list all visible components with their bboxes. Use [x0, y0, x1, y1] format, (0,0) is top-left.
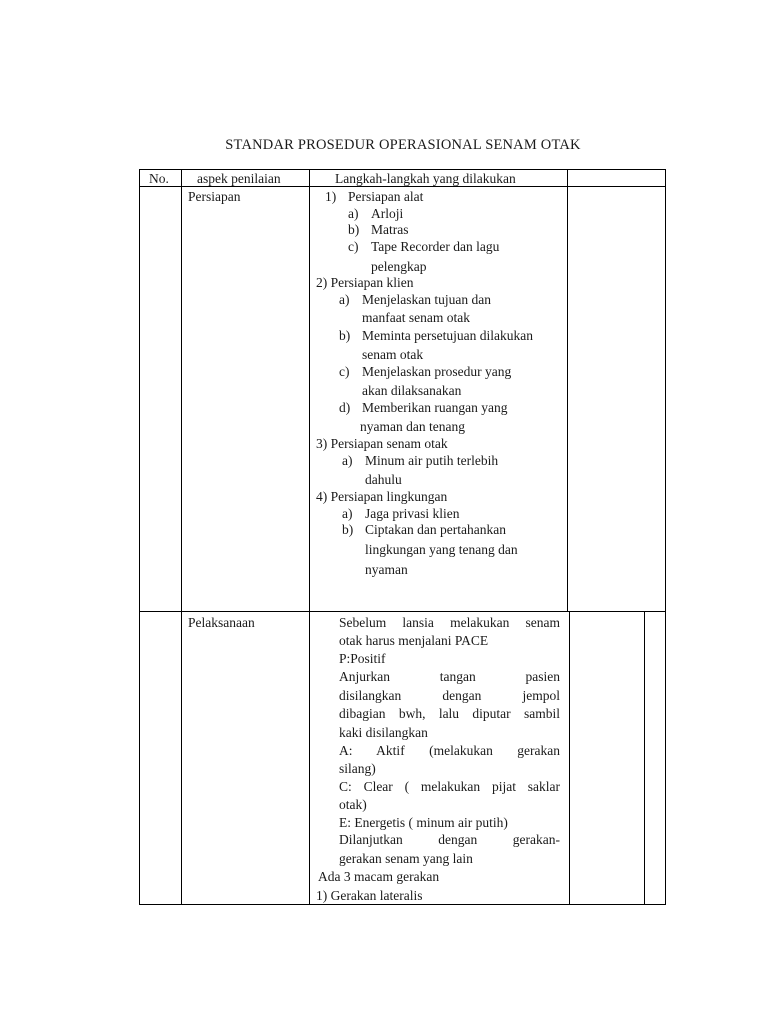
- step-2d-line1: Memberikan ruangan yang: [362, 400, 508, 415]
- step-1-text: Persiapan alat: [348, 189, 424, 204]
- step-1b-letter: b): [348, 222, 360, 237]
- step-4b-letter: b): [342, 522, 354, 537]
- pelaksanaan-line-8: A: Aktif (melakukan gerakan: [339, 743, 560, 758]
- step-2a-line1: Menjelaskan tujuan dan: [362, 292, 491, 307]
- step-2a-letter: a): [339, 292, 350, 307]
- step-4b-line2: lingkungan yang tenang dan: [365, 542, 518, 557]
- table-section-divider: [139, 611, 666, 612]
- pelaksanaan-line-10: C: Clear ( melakukan pijat saklar: [339, 779, 560, 794]
- pelaksanaan-line-4: Anjurkan tangan pasien: [339, 669, 560, 684]
- step-2b-line2: senam otak: [362, 347, 424, 362]
- pelaksanaan-line-12: E: Energetis ( minum air putih): [339, 815, 508, 830]
- table-col-divider-4: [644, 611, 645, 905]
- table-col-divider-3b: [569, 611, 570, 905]
- pelaksanaan-line-1: Sebelum lansia melakukan senam: [339, 615, 560, 630]
- step-2a-line2: manfaat senam otak: [362, 310, 470, 325]
- pelaksanaan-line-9: silang): [339, 761, 376, 776]
- step-2b-letter: b): [339, 328, 351, 343]
- step-1a-letter: a): [348, 206, 359, 221]
- step-2b-line1: Meminta persetujuan dilakukan: [362, 328, 533, 343]
- table-col-divider-1: [181, 169, 182, 905]
- step-2c-line2: akan dilaksanakan: [362, 383, 462, 398]
- step-1a-text: Arloji: [371, 206, 404, 221]
- aspect-persiapan: Persiapan: [188, 189, 241, 204]
- pelaksanaan-line-16: 1) Gerakan lateralis: [316, 888, 423, 903]
- pelaksanaan-line-2: otak harus menjalani PACE: [339, 633, 489, 648]
- pelaksanaan-line-13: Dilanjutkan dengan gerakan-: [339, 832, 560, 847]
- step-2d-line2: nyaman dan tenang: [360, 419, 465, 434]
- step-2c-line1: Menjelaskan prosedur yang: [362, 364, 512, 379]
- pelaksanaan-line-3: P:Positif: [339, 651, 386, 666]
- aspect-pelaksanaan: Pelaksanaan: [188, 615, 255, 630]
- step-3a-letter: a): [342, 453, 353, 468]
- step-3a-line1: Minum air putih terlebih: [365, 453, 499, 468]
- header-langkah: Langkah-langkah yang dilakukan: [335, 171, 516, 186]
- step-1b-text: Matras: [371, 222, 409, 237]
- table-left-border: [139, 169, 140, 905]
- table-col-divider-3: [567, 169, 568, 612]
- pelaksanaan-line-6: dibagian bwh, lalu diputar sambil: [339, 706, 560, 721]
- step-2-text: 2) Persiapan klien: [316, 275, 414, 290]
- table-right-border: [665, 169, 666, 905]
- step-3-text: 3) Persiapan senam otak: [316, 436, 448, 451]
- pelaksanaan-line-11: otak): [339, 797, 367, 812]
- step-1c-letter: c): [348, 239, 359, 254]
- pelaksanaan-line-15: Ada 3 macam gerakan: [318, 869, 440, 884]
- step-1c-line1: Tape Recorder dan lagu: [371, 239, 500, 254]
- step-2d-letter: d): [339, 400, 351, 415]
- pelaksanaan-line-7: kaki disilangkan: [339, 725, 428, 740]
- step-4a-letter: a): [342, 506, 353, 521]
- step-4-text: 4) Persiapan lingkungan: [316, 489, 448, 504]
- step-4a-text: Jaga privasi klien: [365, 506, 460, 521]
- document-title: STANDAR PROSEDUR OPERASIONAL SENAM OTAK: [225, 137, 581, 153]
- step-2c-letter: c): [339, 364, 350, 379]
- pelaksanaan-line-5: disilangkan dengan jempol: [339, 688, 560, 703]
- table-col-divider-2: [309, 169, 310, 905]
- header-no: No.: [149, 171, 169, 186]
- step-3a-line2: dahulu: [365, 472, 402, 487]
- step-1-number: 1): [325, 189, 337, 204]
- step-4b-line1: Ciptakan dan pertahankan: [365, 522, 506, 537]
- pelaksanaan-line-14: gerakan senam yang lain: [339, 851, 473, 866]
- header-aspek-penilaian: aspek penilaian: [197, 171, 281, 186]
- step-1c-line2: pelengkap: [371, 259, 427, 274]
- step-4b-line3: nyaman: [365, 562, 408, 577]
